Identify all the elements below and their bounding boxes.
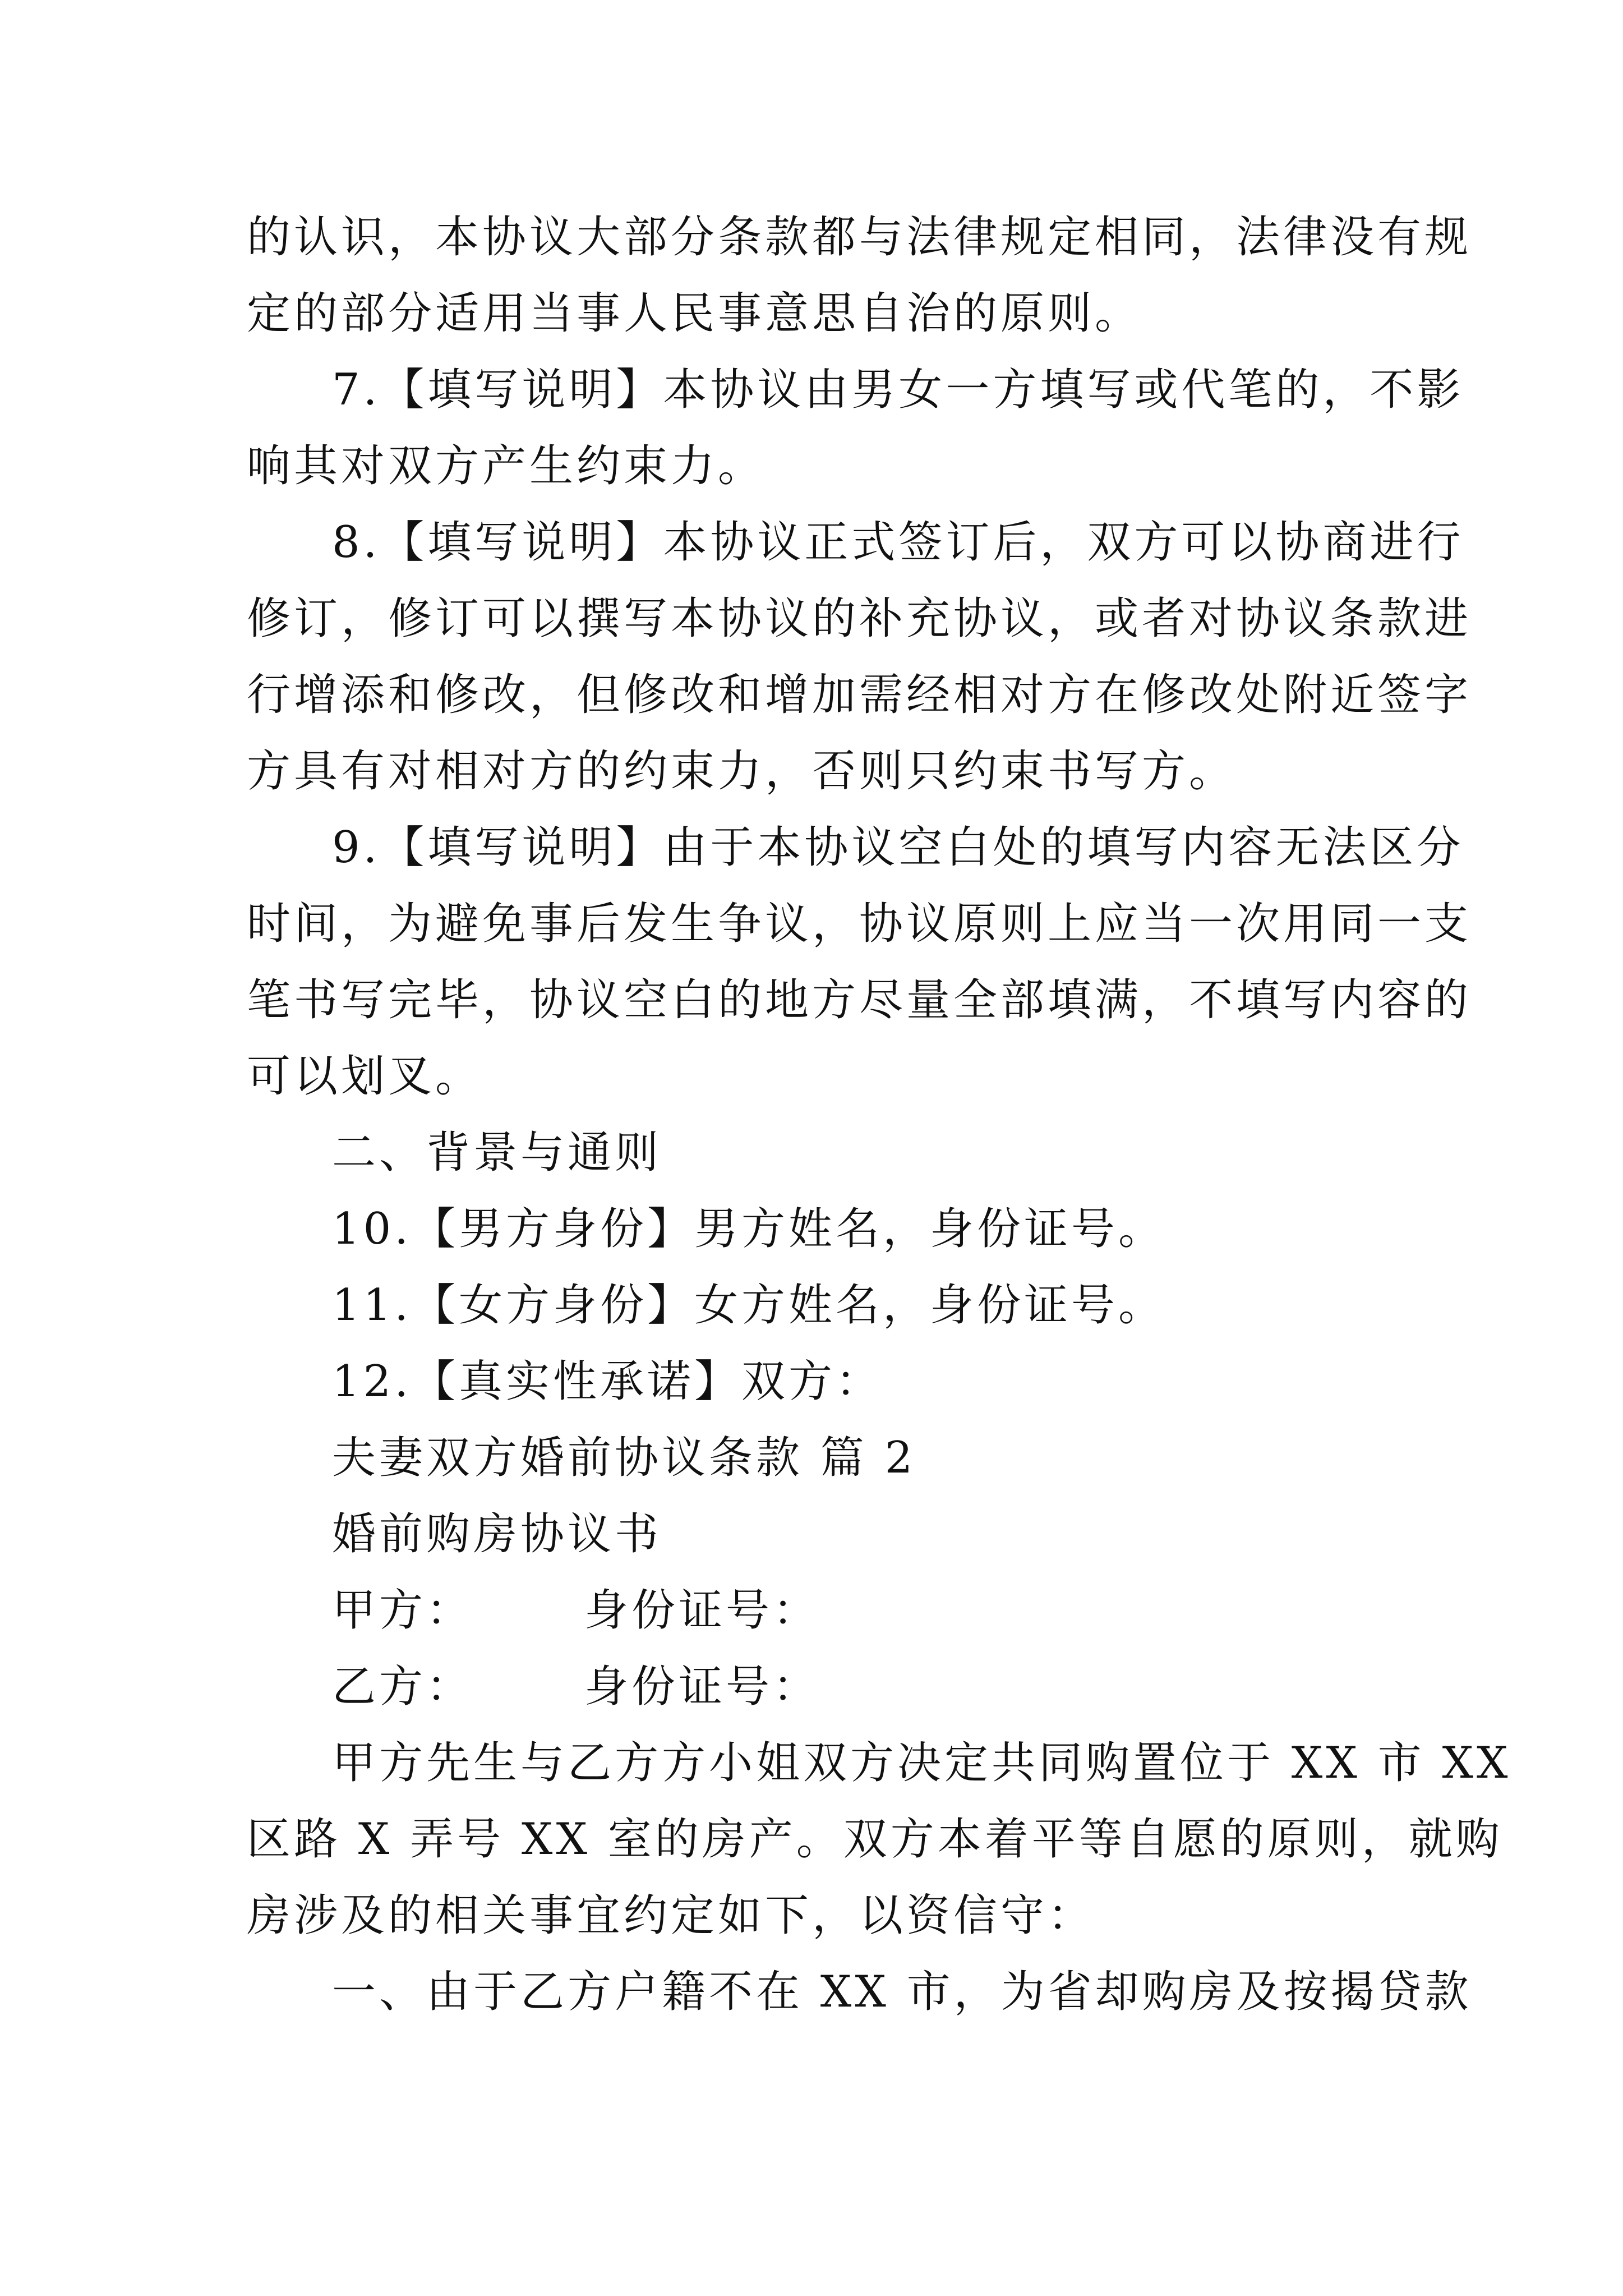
text-line: 修订，修订可以撰写本协议的补充协议，或者对协议条款进 [247,593,1472,644]
text-line: 7.【填写说明】本协议由男女一方填写或代笔的，不影 [332,365,1464,415]
paragraph-item-12 [247,1343,1391,1420]
party-a-id-label: 身份证号： [584,1585,820,1636]
text-line: 房涉及的相关事宜约定如下，以资信守： [247,1890,1095,1941]
text-line: 可以划叉。 [247,1051,483,1102]
party-b-row [247,1649,1391,1725]
section-heading-background [247,1115,1391,1191]
paragraph-item-11 [247,1267,1391,1343]
document-body [247,199,1511,2030]
section-title-part-2 [247,1420,1391,1496]
text-line: 甲方先生与乙方方小姐双方决定共同购置位于 XX 市 XX [332,1738,1511,1788]
paragraph-purchase-intro [247,1725,1511,1954]
text-line: 行增添和修改，但修改和增加需经相对方在修改处附近签字 [247,670,1472,720]
paragraph-item-7 [247,352,1464,504]
text-line: 一、由于乙方户籍不在 XX 市，为省却购房及按揭贷款 [332,1967,1472,2017]
text-line: 笔书写完毕，协议空白的地方尽量全部填满，不填写内容的 [247,975,1472,1025]
paragraph-item-10 [247,1191,1391,1267]
text-line: 响其对双方产生约束力。 [247,441,766,491]
text-line: 时间，为避免事后发生争议，协议原则上应当一次用同一支 [247,899,1472,949]
text-line: 的认识，本协议大部分条款都与法律规定相同，法律没有规 [247,212,1472,263]
paragraph-item-9 [247,809,1472,1115]
text-line: 方具有对相对方的约束力，否则只约束书写方。 [247,746,1237,797]
text-line: 二、背景与通则 [332,1128,662,1178]
text-line: 10.【男方身份】男方姓名，身份证号。 [332,1204,1166,1254]
party-b-label: 乙方： [332,1662,474,1712]
agreement-title [247,1496,1391,1572]
text-line: 12.【真实性承诺】双方： [332,1356,883,1407]
text-line: 11.【女方身份】女方姓名，身份证号。 [332,1280,1166,1331]
party-a-label: 甲方： [332,1585,474,1636]
paragraph-clause-1 [247,1954,1472,2030]
text-line: 8.【填写说明】本协议正式签订后，双方可以协商进行 [332,517,1464,568]
text-line: 婚前购房协议书 [332,1509,662,1559]
text-line: 9.【填写说明】由于本协议空白处的填写内容无法区分 [332,822,1464,873]
paragraph-item-8 [247,504,1472,809]
paragraph-intro-continuation [247,199,1472,352]
party-a-row [247,1572,1391,1649]
party-b-id-label: 身份证号： [584,1662,820,1712]
text-line: 夫妻双方婚前协议条款 篇 2 [332,1433,916,1483]
text-line: 定的部分适用当事人民事意思自治的原则。 [247,288,1142,339]
text-line: 区路 X 弄号 XX 室的房产。双方本着平等自愿的原则，就购 [247,1814,1503,1865]
